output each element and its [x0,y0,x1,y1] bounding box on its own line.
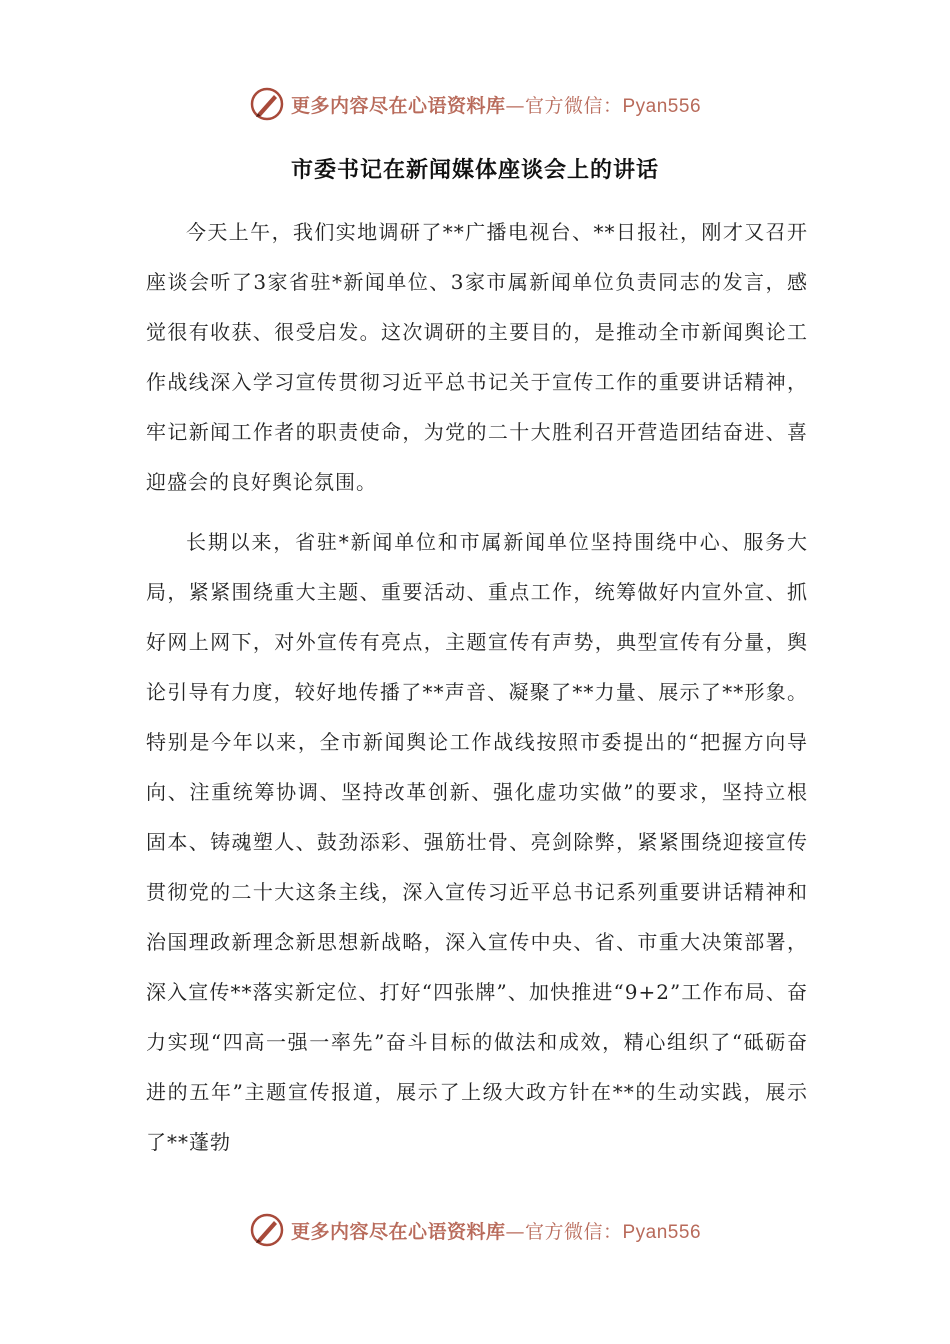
watermark-header [0,84,950,124]
pen-logo-icon [249,86,285,122]
watermark-label: 官方微信： [524,1220,623,1243]
watermark-footer [0,1210,950,1250]
watermark-dash: — [505,94,525,117]
paragraph-1: 今天上午，我们实地调研了**广播电视台、**日报社，刚才又召开座谈会听了3家省驻*新闻单位、3家市属新闻单位负责同志的发言，感觉很有收获、很受启发。这次调研的主要目的，是推动全市新闻舆论工作战线深入学习宣传贯彻习近平总书记关于宣传工作的重要讲话精神，牢记新闻工作者的职责使命，为党的二十大胜利召开营造团结奋进、喜迎盛会的良好舆论氛围。 [146,220,808,494]
watermark-dash: — [505,1220,525,1243]
pen-logo-icon [249,1212,285,1248]
document-title: 市委书记在新闻媒体座谈会上的讲话 [290,157,659,183]
paragraph-2: 长期以来，省驻*新闻单位和市属新闻单位坚持围绕中心、服务大局，紧紧围绕重大主题、重要活动、重点工作，统筹做好内宣外宣、抓好网上网下，对外宣传有亮点，主题宣传有声势，典型宣传有分量，舆论引导有力度，较好地传播了**声音、凝聚了**力量、展示了**形象。特别是今年以来，全市新闻舆论工作战线按照市委提出的“把握方向导向、注重统筹协调、坚持改革创新、强化虚功实做”的要求，坚持立根固本、铸魂塑人、鼓劲添彩、强筋壮骨、亮剑除弊，紧紧围绕迎接宣传贯彻党的二十大这条主线，深入宣传习近平总书记系列重要讲话精神和治国理政新理念新思想新战略，深入宣传中央、省、市重大决策部署，深入宣传**落实新定位、打好“四张牌”、加快推进“9+2”工作布局、奋力实现“四高一强一率先”奋斗目标的做法和成效，精心组织了“砥砺奋进的五年”主题宣传报道，展示了上级大政方针在**的生动实践，展示了**蓬勃 [146,530,808,1154]
watermark-main-text: 更多内容尽在心语资料库 [290,94,506,117]
watermark-id: Pyan556 [622,95,702,117]
watermark-main-text: 更多内容尽在心语资料库 [290,1220,506,1243]
watermark-id: Pyan556 [622,1221,702,1243]
watermark-label: 官方微信： [524,94,623,117]
